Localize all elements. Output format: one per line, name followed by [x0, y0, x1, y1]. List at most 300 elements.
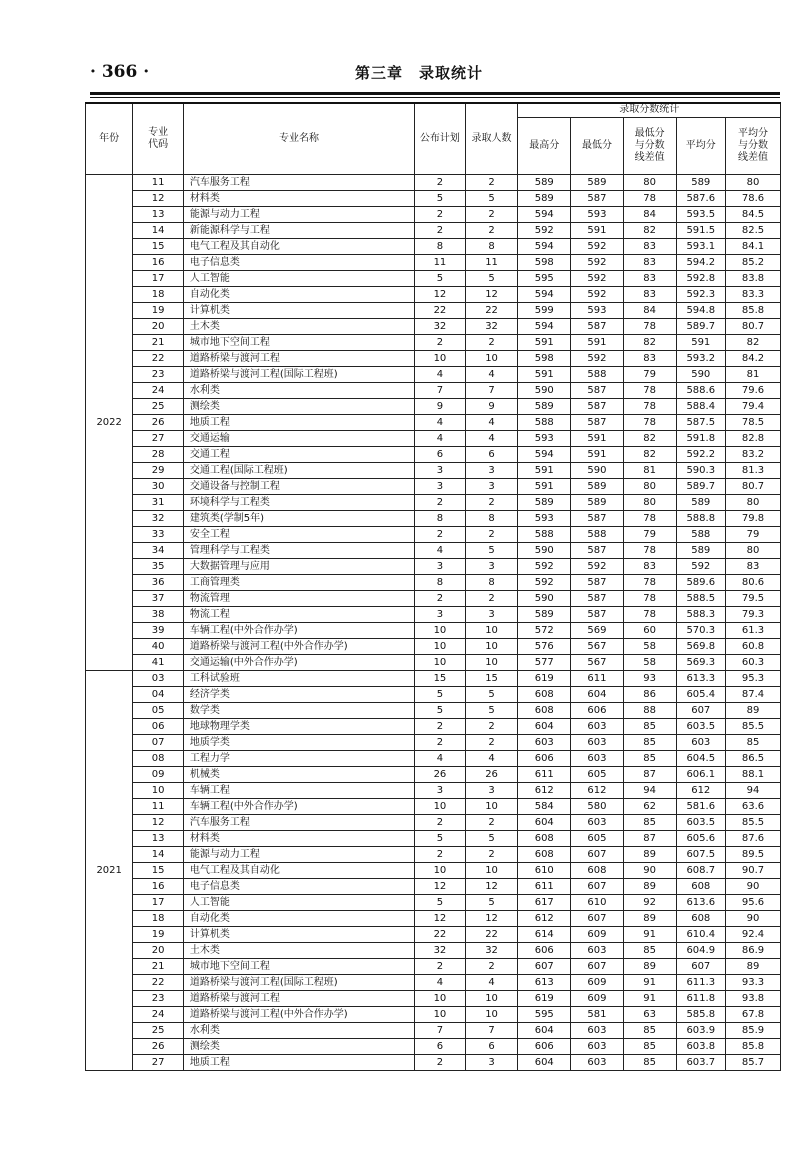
max-score-cell: 598	[518, 255, 571, 271]
avg-score-cell: 589.7	[676, 479, 725, 495]
max-score-cell: 589	[518, 495, 571, 511]
major-name-cell: 地质工程	[183, 1055, 414, 1071]
public-plan-cell: 12	[415, 287, 466, 303]
avg-diff-cell: 90	[726, 911, 781, 927]
min-score-cell: 591	[571, 431, 624, 447]
admitted-cell: 2	[465, 175, 518, 191]
chapter-title: 第三章 录取统计	[355, 64, 484, 82]
avg-score-cell: 588	[676, 527, 725, 543]
public-plan-cell: 6	[415, 447, 466, 463]
public-plan-cell: 6	[415, 1039, 466, 1055]
max-score-cell: 614	[518, 927, 571, 943]
major-name-cell: 地质工程	[183, 415, 414, 431]
public-plan-cell: 11	[415, 255, 466, 271]
major-name-cell: 汽车服务工程	[183, 815, 414, 831]
table-row	[86, 303, 781, 319]
major-name-cell: 电气工程及其自动化	[183, 863, 414, 879]
major-code-cell: 09	[133, 767, 184, 783]
avg-score-cell: 613.6	[676, 895, 725, 911]
public-plan-cell: 3	[415, 463, 466, 479]
min-score-cell: 608	[571, 863, 624, 879]
min-diff-cell: 79	[623, 367, 676, 383]
min-score-cell: 581	[571, 1007, 624, 1023]
avg-diff-cell: 89	[726, 703, 781, 719]
public-plan-cell: 2	[415, 335, 466, 351]
min-score-cell: 587	[571, 543, 624, 559]
major-code-cell: 18	[133, 911, 184, 927]
min-diff-cell: 85	[623, 1023, 676, 1039]
table-row	[86, 447, 781, 463]
col-header-admitted: 录取人数	[465, 103, 518, 175]
major-name-cell: 数学类	[183, 703, 414, 719]
major-code-cell: 37	[133, 591, 184, 607]
public-plan-cell: 22	[415, 303, 466, 319]
min-diff-cell: 78	[623, 319, 676, 335]
min-diff-cell: 86	[623, 687, 676, 703]
admitted-cell: 10	[465, 991, 518, 1007]
max-score-cell: 593	[518, 511, 571, 527]
max-score-cell: 599	[518, 303, 571, 319]
admitted-cell: 4	[465, 751, 518, 767]
col-header-min-score: 最低分	[571, 117, 624, 174]
public-plan-cell: 3	[415, 783, 466, 799]
major-code-cell: 26	[133, 415, 184, 431]
admitted-cell: 3	[465, 463, 518, 479]
table-row	[86, 847, 781, 863]
min-diff-cell: 83	[623, 239, 676, 255]
table-row	[86, 655, 781, 671]
admitted-cell: 2	[465, 847, 518, 863]
major-code-cell: 30	[133, 479, 184, 495]
avg-score-cell: 585.8	[676, 1007, 725, 1023]
admitted-cell: 10	[465, 799, 518, 815]
admitted-cell: 4	[465, 415, 518, 431]
min-diff-cell: 85	[623, 1055, 676, 1071]
avg-score-cell: 604.9	[676, 943, 725, 959]
table-row	[86, 335, 781, 351]
major-code-cell: 33	[133, 527, 184, 543]
avg-diff-cell: 94	[726, 783, 781, 799]
avg-score-cell: 588.5	[676, 591, 725, 607]
min-diff-cell: 62	[623, 799, 676, 815]
public-plan-cell: 2	[415, 815, 466, 831]
avg-diff-cell: 82.8	[726, 431, 781, 447]
max-score-cell: 604	[518, 719, 571, 735]
table-row	[86, 527, 781, 543]
max-score-cell: 613	[518, 975, 571, 991]
min-diff-cell: 78	[623, 607, 676, 623]
avg-score-cell: 603.5	[676, 719, 725, 735]
max-score-cell: 594	[518, 447, 571, 463]
public-plan-cell: 4	[415, 415, 466, 431]
admitted-cell: 10	[465, 655, 518, 671]
min-diff-cell: 82	[623, 335, 676, 351]
avg-score-cell: 589	[676, 175, 725, 191]
admitted-cell: 3	[465, 1055, 518, 1071]
major-code-cell: 22	[133, 351, 184, 367]
min-diff-cell: 83	[623, 287, 676, 303]
min-diff-cell: 88	[623, 703, 676, 719]
min-diff-cell: 58	[623, 655, 676, 671]
table-row	[86, 687, 781, 703]
min-diff-cell: 78	[623, 575, 676, 591]
major-name-cell: 车辆工程(中外合作办学)	[183, 799, 414, 815]
year-cell: 2022	[86, 175, 133, 671]
admitted-cell: 9	[465, 399, 518, 415]
max-score-cell: 594	[518, 239, 571, 255]
major-code-cell: 31	[133, 495, 184, 511]
public-plan-cell: 4	[415, 431, 466, 447]
min-score-cell: 607	[571, 879, 624, 895]
major-code-cell: 10	[133, 783, 184, 799]
avg-diff-cell: 78.6	[726, 191, 781, 207]
min-score-cell: 611	[571, 671, 624, 687]
table-row	[86, 959, 781, 975]
min-score-cell: 587	[571, 399, 624, 415]
admitted-cell: 5	[465, 687, 518, 703]
major-name-cell: 交通运输	[183, 431, 414, 447]
min-diff-cell: 91	[623, 975, 676, 991]
admitted-cell: 10	[465, 639, 518, 655]
avg-diff-cell: 84.1	[726, 239, 781, 255]
table-row	[86, 207, 781, 223]
admitted-cell: 10	[465, 1007, 518, 1023]
public-plan-cell: 12	[415, 911, 466, 927]
max-score-cell: 592	[518, 575, 571, 591]
major-code-cell: 22	[133, 975, 184, 991]
admitted-cell: 4	[465, 367, 518, 383]
avg-score-cell: 588.8	[676, 511, 725, 527]
min-score-cell: 591	[571, 447, 624, 463]
major-code-cell: 03	[133, 671, 184, 687]
col-header-avg-score: 平均分	[676, 117, 725, 174]
avg-diff-cell: 79.4	[726, 399, 781, 415]
min-score-cell: 587	[571, 191, 624, 207]
table-row	[86, 1023, 781, 1039]
table-row	[86, 559, 781, 575]
table-row	[86, 863, 781, 879]
avg-score-cell: 589.6	[676, 575, 725, 591]
admitted-cell: 15	[465, 671, 518, 687]
max-score-cell: 584	[518, 799, 571, 815]
major-name-cell: 交通设备与控制工程	[183, 479, 414, 495]
major-name-cell: 工程力学	[183, 751, 414, 767]
public-plan-cell: 2	[415, 847, 466, 863]
min-score-cell: 605	[571, 831, 624, 847]
major-code-cell: 40	[133, 639, 184, 655]
max-score-cell: 594	[518, 207, 571, 223]
public-plan-cell: 5	[415, 191, 466, 207]
avg-score-cell: 592.8	[676, 271, 725, 287]
major-code-cell: 16	[133, 879, 184, 895]
admitted-cell: 6	[465, 447, 518, 463]
major-name-cell: 道路桥梁与渡河工程	[183, 991, 414, 1007]
avg-diff-cell: 85.8	[726, 1039, 781, 1055]
admitted-cell: 6	[465, 1039, 518, 1055]
avg-diff-cell: 79.5	[726, 591, 781, 607]
max-score-cell: 607	[518, 959, 571, 975]
avg-diff-cell: 79.8	[726, 511, 781, 527]
avg-score-cell: 589	[676, 543, 725, 559]
table-row	[86, 399, 781, 415]
public-plan-cell: 7	[415, 383, 466, 399]
public-plan-cell: 2	[415, 175, 466, 191]
min-diff-cell: 83	[623, 351, 676, 367]
col-header-score-stats: 录取分数统计	[518, 103, 781, 117]
public-plan-cell: 12	[415, 879, 466, 895]
max-score-cell: 608	[518, 831, 571, 847]
public-plan-cell: 32	[415, 943, 466, 959]
min-score-cell: 589	[571, 479, 624, 495]
page-header	[90, 60, 780, 88]
table-row	[86, 351, 781, 367]
min-score-cell: 593	[571, 303, 624, 319]
max-score-cell: 604	[518, 1023, 571, 1039]
admitted-cell: 2	[465, 223, 518, 239]
admitted-cell: 5	[465, 703, 518, 719]
avg-score-cell: 587.5	[676, 415, 725, 431]
avg-diff-cell: 81.3	[726, 463, 781, 479]
admitted-cell: 2	[465, 719, 518, 735]
min-diff-cell: 90	[623, 863, 676, 879]
max-score-cell: 598	[518, 351, 571, 367]
table-row	[86, 735, 781, 751]
table-row	[86, 719, 781, 735]
avg-diff-cell: 90.7	[726, 863, 781, 879]
table-row	[86, 1039, 781, 1055]
major-name-cell: 交通工程(国际工程班)	[183, 463, 414, 479]
table-row	[86, 879, 781, 895]
table-row	[86, 415, 781, 431]
max-score-cell: 606	[518, 751, 571, 767]
avg-diff-cell: 85.9	[726, 1023, 781, 1039]
min-diff-cell: 85	[623, 735, 676, 751]
avg-score-cell: 608.7	[676, 863, 725, 879]
avg-score-cell: 588.4	[676, 399, 725, 415]
admitted-cell: 2	[465, 959, 518, 975]
min-score-cell: 587	[571, 415, 624, 431]
avg-diff-cell: 85.5	[726, 815, 781, 831]
table-row	[86, 783, 781, 799]
major-name-cell: 物流管理	[183, 591, 414, 607]
major-name-cell: 交通运输(中外合作办学)	[183, 655, 414, 671]
header-rule-thin	[90, 97, 780, 98]
max-score-cell: 572	[518, 623, 571, 639]
major-code-cell: 14	[133, 847, 184, 863]
major-name-cell: 道路桥梁与渡河工程(国际工程班)	[183, 367, 414, 383]
min-score-cell: 609	[571, 991, 624, 1007]
min-diff-cell: 82	[623, 447, 676, 463]
major-code-cell: 35	[133, 559, 184, 575]
table-row	[86, 975, 781, 991]
admitted-cell: 22	[465, 303, 518, 319]
max-score-cell: 589	[518, 191, 571, 207]
public-plan-cell: 10	[415, 655, 466, 671]
admitted-cell: 7	[465, 383, 518, 399]
min-diff-cell: 89	[623, 879, 676, 895]
public-plan-cell: 26	[415, 767, 466, 783]
public-plan-cell: 3	[415, 607, 466, 623]
public-plan-cell: 2	[415, 223, 466, 239]
max-score-cell: 604	[518, 1055, 571, 1071]
max-score-cell: 603	[518, 735, 571, 751]
min-score-cell: 593	[571, 207, 624, 223]
admitted-cell: 4	[465, 431, 518, 447]
major-name-cell: 建筑类(学制5年)	[183, 511, 414, 527]
public-plan-cell: 10	[415, 863, 466, 879]
max-score-cell: 608	[518, 847, 571, 863]
major-name-cell: 大数据管理与应用	[183, 559, 414, 575]
avg-score-cell: 610.4	[676, 927, 725, 943]
major-name-cell: 管理科学与工程类	[183, 543, 414, 559]
major-name-cell: 安全工程	[183, 527, 414, 543]
avg-diff-cell: 95.6	[726, 895, 781, 911]
major-code-cell: 07	[133, 735, 184, 751]
min-diff-cell: 78	[623, 511, 676, 527]
major-name-cell: 车辆工程	[183, 783, 414, 799]
avg-score-cell: 594.2	[676, 255, 725, 271]
avg-score-cell: 581.6	[676, 799, 725, 815]
min-score-cell: 592	[571, 351, 624, 367]
admitted-cell: 2	[465, 495, 518, 511]
public-plan-cell: 4	[415, 543, 466, 559]
major-name-cell: 城市地下空间工程	[183, 335, 414, 351]
min-diff-cell: 87	[623, 767, 676, 783]
public-plan-cell: 5	[415, 831, 466, 847]
avg-score-cell: 570.3	[676, 623, 725, 639]
table-row	[86, 911, 781, 927]
public-plan-cell: 3	[415, 479, 466, 495]
public-plan-cell: 10	[415, 991, 466, 1007]
avg-diff-cell: 80.6	[726, 575, 781, 591]
admitted-cell: 3	[465, 559, 518, 575]
admitted-cell: 8	[465, 575, 518, 591]
avg-score-cell: 603.9	[676, 1023, 725, 1039]
avg-score-cell: 603.7	[676, 1055, 725, 1071]
min-diff-cell: 78	[623, 399, 676, 415]
table-row	[86, 799, 781, 815]
admitted-cell: 8	[465, 239, 518, 255]
col-header-min-diff: 最低分与分数线差值	[623, 117, 676, 174]
min-diff-cell: 89	[623, 847, 676, 863]
avg-diff-cell: 80.7	[726, 479, 781, 495]
public-plan-cell: 9	[415, 399, 466, 415]
major-code-cell: 16	[133, 255, 184, 271]
min-score-cell: 612	[571, 783, 624, 799]
col-header-max-score: 最高分	[518, 117, 571, 174]
table-row	[86, 223, 781, 239]
avg-diff-cell: 87.4	[726, 687, 781, 703]
admitted-cell: 4	[465, 975, 518, 991]
avg-diff-cell: 84.5	[726, 207, 781, 223]
max-score-cell: 576	[518, 639, 571, 655]
avg-diff-cell: 95.3	[726, 671, 781, 687]
major-code-cell: 27	[133, 1055, 184, 1071]
major-code-cell: 06	[133, 719, 184, 735]
avg-diff-cell: 85	[726, 735, 781, 751]
major-name-cell: 电子信息类	[183, 255, 414, 271]
major-code-cell: 28	[133, 447, 184, 463]
max-score-cell: 577	[518, 655, 571, 671]
public-plan-cell: 10	[415, 799, 466, 815]
table-row	[86, 927, 781, 943]
table-row	[86, 431, 781, 447]
min-score-cell: 607	[571, 911, 624, 927]
major-code-cell: 36	[133, 575, 184, 591]
max-score-cell: 592	[518, 223, 571, 239]
table-row	[86, 239, 781, 255]
admitted-cell: 3	[465, 479, 518, 495]
major-code-cell: 05	[133, 703, 184, 719]
min-score-cell: 603	[571, 815, 624, 831]
col-header-major-name: 专业名称	[183, 103, 414, 175]
avg-diff-cell: 85.8	[726, 303, 781, 319]
avg-score-cell: 603	[676, 735, 725, 751]
public-plan-cell: 7	[415, 1023, 466, 1039]
table-row	[86, 271, 781, 287]
admitted-cell: 12	[465, 879, 518, 895]
major-name-cell: 工科试验班	[183, 671, 414, 687]
public-plan-cell: 2	[415, 207, 466, 223]
table-row	[86, 831, 781, 847]
min-score-cell: 610	[571, 895, 624, 911]
max-score-cell: 594	[518, 319, 571, 335]
avg-diff-cell: 87.6	[726, 831, 781, 847]
avg-score-cell: 592.2	[676, 447, 725, 463]
major-code-cell: 15	[133, 863, 184, 879]
table-row	[86, 319, 781, 335]
col-header-avg-diff: 平均分与分数线差值	[726, 117, 781, 174]
col-header-public-plan: 公布计划	[415, 103, 466, 175]
avg-score-cell: 607.5	[676, 847, 725, 863]
min-score-cell: 592	[571, 239, 624, 255]
table-row	[86, 639, 781, 655]
max-score-cell: 612	[518, 911, 571, 927]
table-row	[86, 623, 781, 639]
min-score-cell: 587	[571, 591, 624, 607]
avg-diff-cell: 61.3	[726, 623, 781, 639]
min-score-cell: 605	[571, 767, 624, 783]
table-row	[86, 367, 781, 383]
admitted-cell: 2	[465, 815, 518, 831]
min-diff-cell: 87	[623, 831, 676, 847]
avg-diff-cell: 89	[726, 959, 781, 975]
avg-score-cell: 569.8	[676, 639, 725, 655]
major-name-cell: 交通工程	[183, 447, 414, 463]
min-diff-cell: 85	[623, 719, 676, 735]
avg-score-cell: 589	[676, 495, 725, 511]
table-row	[86, 191, 781, 207]
min-diff-cell: 78	[623, 191, 676, 207]
major-name-cell: 电气工程及其自动化	[183, 239, 414, 255]
table-row	[86, 703, 781, 719]
min-score-cell: 592	[571, 271, 624, 287]
major-name-cell: 土木类	[183, 943, 414, 959]
major-code-cell: 19	[133, 303, 184, 319]
max-score-cell: 589	[518, 175, 571, 191]
public-plan-cell: 22	[415, 927, 466, 943]
max-score-cell: 606	[518, 943, 571, 959]
avg-score-cell: 569.3	[676, 655, 725, 671]
avg-diff-cell: 92.4	[726, 927, 781, 943]
min-diff-cell: 81	[623, 463, 676, 479]
major-name-cell: 计算机类	[183, 303, 414, 319]
avg-diff-cell: 82	[726, 335, 781, 351]
admitted-cell: 22	[465, 927, 518, 943]
table-row	[86, 511, 781, 527]
min-diff-cell: 94	[623, 783, 676, 799]
table-row	[86, 895, 781, 911]
